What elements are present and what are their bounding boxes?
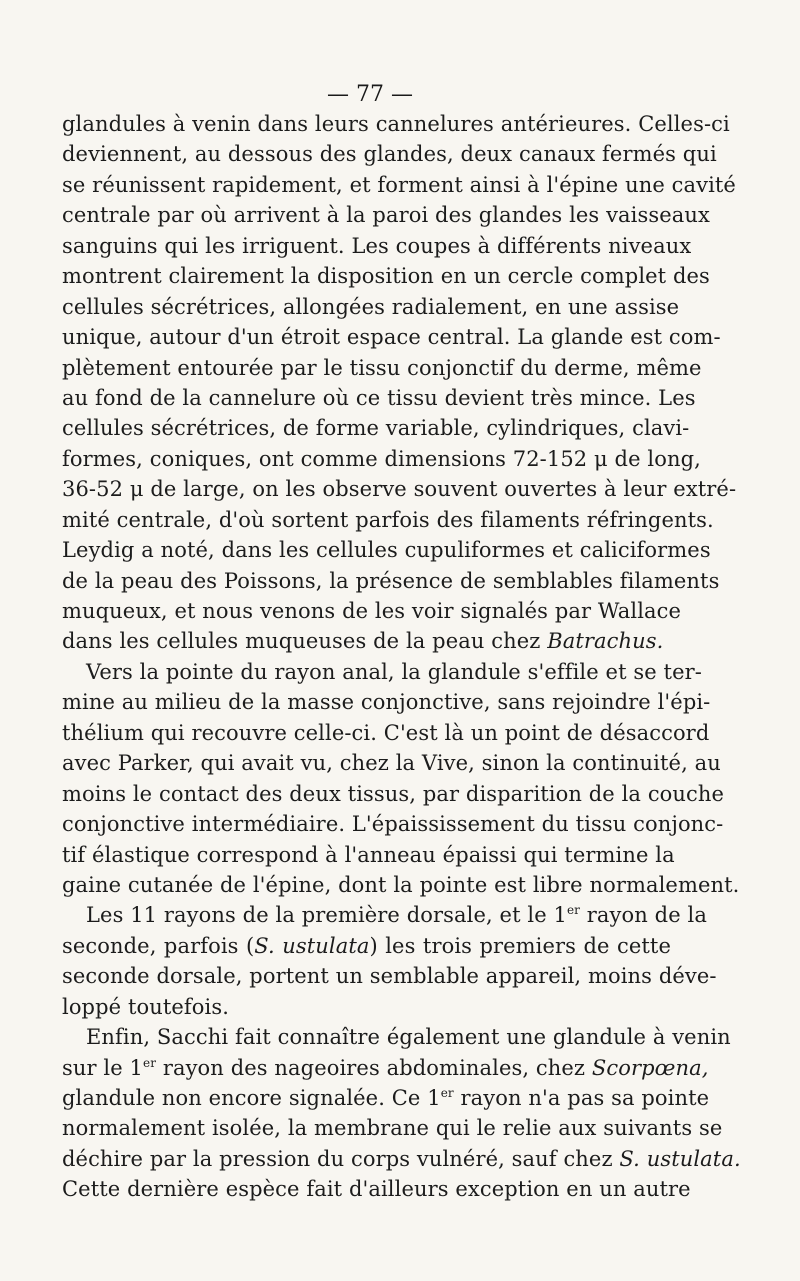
text-segment: 36-52 μ de large, on les observe souvent ouvertes à leur extré- [62,477,737,502]
text-segment: moins le contact des deux tissus, par disparition de la couche [62,781,725,806]
text-segment: seconde, parfois ( [62,933,255,958]
text-line [62,139,717,169]
text-line [62,840,675,870]
text-segment: Cette dernière espèce fait d'ailleurs exception en un autre [62,1177,691,1202]
text-segment: mité centrale, d'où sortent parfois des filaments réfringents. [62,507,714,532]
text-segment: glandules à venin dans leurs cannelures antérieures. Celles-ci [62,112,730,136]
text-line [62,1022,731,1052]
text-segment: ) les trois premiers de cette [369,933,671,958]
text-line [62,322,721,352]
text-segment: cellules sécrétrices, allongées radialement, en une assise [62,294,680,319]
text-segment: thélium qui recouvre celle-ci. C'est là un point de désaccord [62,720,710,745]
body-text [62,109,741,1205]
text-line [62,261,710,291]
text-line [62,718,710,748]
text-segment: deviennent, au dessous des glandes, deux canaux fermés qui [62,142,717,167]
text-line [62,353,702,383]
text-line [62,870,740,900]
text-segment: centrale par où arrivent à la paroi des glandes les vaisseaux [62,203,710,228]
text-segment: de la peau des Poissons, la présence de semblables filaments [62,568,720,593]
text-line [62,596,682,626]
text-line [62,444,701,474]
page-number: — 77 — [327,82,413,107]
text-segment: tif élastique correspond à l'anneau épaissi qui termine la [62,842,675,867]
text-line [62,1083,710,1113]
text-segment: montrent clairement la disposition en un cercle complet des [62,264,710,289]
text-line [62,992,671,1022]
text-line [62,961,717,991]
text-segment: se réunissent rapidement, et forment ainsi à l'épine une cavité [62,172,736,197]
text-segment: plètement entourée par le tissu conjonctif du derme, même [62,355,702,380]
text-segment: rayon de la [580,903,707,928]
text-segment: Vers la pointe du rayon anal, la glandule s'effile et se ter- [86,659,702,684]
text-segment: Leydig a noté, dans les cellules cupuliformes et caliciformes [62,538,711,563]
text-segment: loppé toutefois. [62,994,230,1019]
text-segment: Batrachus. [547,629,664,654]
text-line [62,626,671,656]
text-segment: Les 11 rayons de la première dorsale, et le 1 [86,903,567,928]
text-segment: mine au milieu de la masse conjonctive, sans rejoindre l'épi- [62,690,711,715]
text-line [62,109,730,139]
text-segment: unique, autour d'un étroit espace central. La glande est com- [62,325,721,350]
text-line [62,809,724,839]
text-segment: rayon des nageoires abdominales, chez [156,1055,592,1080]
text-line [62,1144,741,1174]
text-line [62,779,725,809]
text-segment: S. ustulata [254,933,370,958]
text-line [62,566,720,596]
text-line [62,1174,691,1204]
text-line [62,292,680,322]
text-line [62,931,671,961]
text-line [62,505,714,535]
text-line [62,535,711,565]
text-segment: seconde dorsale, portent un semblable appareil, moins déve- [62,964,717,989]
text-line [62,748,721,778]
text-segment: normalement isolée, la membrane qui le relie aux suivants se [62,1116,723,1141]
text-segment: cellules sécrétrices, de forme variable, cylindriques, clavi- [62,416,690,441]
text-segment: avec Parker, qui avait vu, chez la Vive, sinon la continuité, au [62,751,721,776]
text-line [62,657,702,687]
text-segment: formes, coniques, ont comme dimensions 72-152 μ de long, [62,446,701,471]
text-segment: conjonctive intermédiaire. L'épaississement du tissu conjonc- [62,812,724,837]
text-segment: gaine cutanée de l'épine, dont la pointe est libre normalement. [62,872,740,897]
text-segment: dans les cellules muqueuses de la peau chez [62,629,548,654]
text-line [62,231,692,261]
text-line [62,687,711,717]
text-line [62,900,707,930]
text-line [62,474,737,504]
text-segment: déchire par la pression du corps vulnéré, sauf chez [62,1146,620,1171]
text-line [62,170,736,200]
text-segment: muqueux, et nous venons de les voir signalés par Wallace [62,599,682,623]
text-line [62,1053,709,1083]
text-segment: er [143,1055,157,1070]
text-line [62,413,690,443]
text-segment: Scorpœna, [591,1055,709,1080]
text-segment: Enfin, Sacchi fait connaître également une glandule à venin [86,1025,731,1050]
text-line [62,200,710,230]
text-line [62,1113,723,1143]
text-segment: er [440,1086,454,1100]
text-segment: rayon n'a pas sa pointe [453,1086,710,1110]
text-segment: sur le 1 [62,1055,143,1080]
text-segment: glandule non encore signalée. Ce 1 [62,1086,441,1110]
text-segment: S. ustulata. [619,1146,741,1171]
text-segment: er [566,903,581,918]
text-segment: sanguins qui les irriguent. Les coupes à différents niveaux [62,233,692,258]
text-line [62,383,696,413]
text-segment: au fond de la cannelure où ce tissu devient très mince. Les [62,385,696,410]
